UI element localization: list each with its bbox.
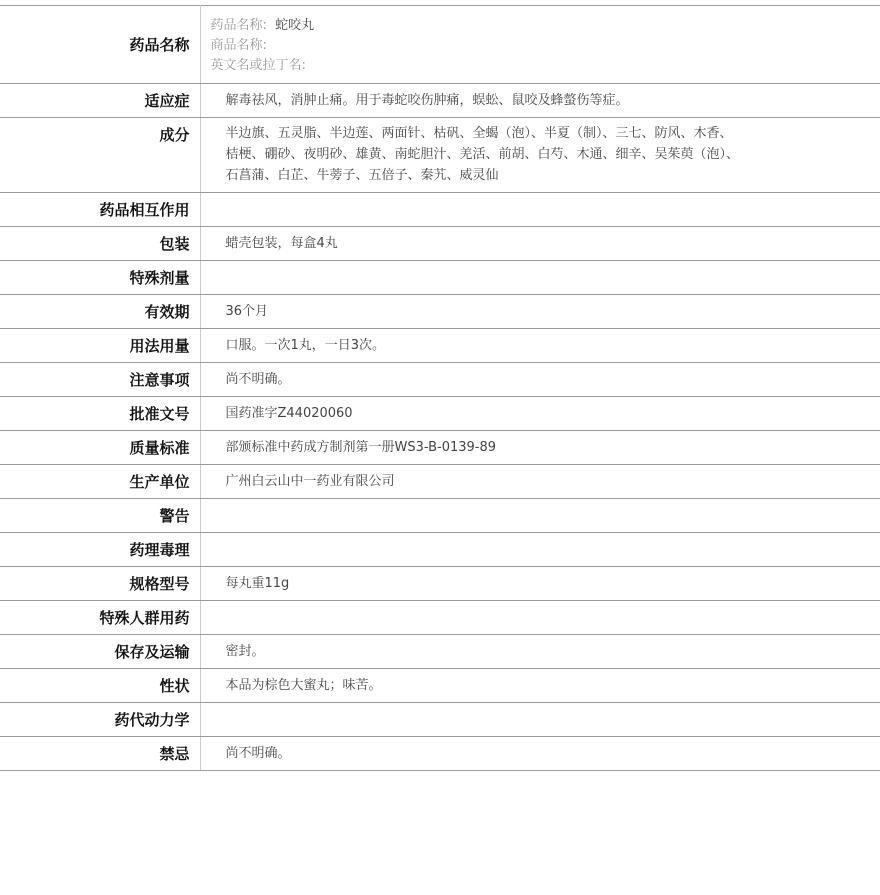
row-value: 口服。一次1丸，一日3次。 — [200, 329, 880, 363]
row-label: 特殊人群用药 — [0, 601, 200, 635]
trade-name-line — [211, 36, 880, 56]
pharmacology-row — [0, 533, 880, 567]
row-value: 部颁标准中药成方制剂第一册WS3-B-0139-89 — [200, 431, 880, 465]
latin-name-line — [211, 56, 880, 76]
ingredients-line: 桔梗、硼砂、夜明砂、雄黄、南蛇胆汁、羌活、前胡、白芍、木通、细辛、吴茱萸（泡）、 — [226, 144, 880, 165]
special-dosage-row — [0, 261, 880, 295]
row-value — [200, 193, 880, 227]
row-label: 药品相互作用 — [0, 193, 200, 227]
row-label: 用法用量 — [0, 329, 200, 363]
row-value — [200, 703, 880, 737]
description-row — [0, 669, 880, 703]
approval-number-row — [0, 397, 880, 431]
row-value: 本品为棕色大蜜丸；味苦。 — [200, 669, 880, 703]
packaging-row — [0, 227, 880, 261]
storage-row — [0, 635, 880, 669]
row-value — [200, 261, 880, 295]
row-value: 蜡壳包装，每盒4丸 — [200, 227, 880, 261]
drug-name-value: 蛇咬丸 — [275, 18, 314, 33]
specification-row — [0, 567, 880, 601]
row-value: 解毒祛风，消肿止痛。用于毒蛇咬伤肿痛，蜈蚣、鼠咬及蜂螫伤等症。 — [200, 84, 880, 118]
manufacturer-row — [0, 465, 880, 499]
row-label: 生产单位 — [0, 465, 200, 499]
warning-row — [0, 499, 880, 533]
special-population-row — [0, 601, 880, 635]
row-label: 注意事项 — [0, 363, 200, 397]
ingredients-value — [200, 118, 880, 193]
row-value: 尚不明确。 — [200, 737, 880, 771]
row-label: 成分 — [0, 118, 200, 193]
contraindications-row — [0, 737, 880, 771]
ingredients-line: 石菖蒲、白芷、牛蒡子、五倍子、秦艽、威灵仙 — [226, 165, 880, 186]
row-label: 特殊剂量 — [0, 261, 200, 295]
row-label: 有效期 — [0, 295, 200, 329]
row-value: 密封。 — [200, 635, 880, 669]
row-label: 药品名称 — [0, 6, 200, 84]
row-label: 批准文号 — [0, 397, 200, 431]
row-value — [200, 499, 880, 533]
drug-spec-table — [0, 5, 880, 771]
drug-name-line — [211, 16, 880, 36]
ingredients-row — [0, 118, 880, 193]
row-label: 禁忌 — [0, 737, 200, 771]
row-value: 36个月 — [200, 295, 880, 329]
row-label: 性状 — [0, 669, 200, 703]
row-label: 保存及运输 — [0, 635, 200, 669]
row-label: 质量标准 — [0, 431, 200, 465]
quality-standard-row — [0, 431, 880, 465]
row-label: 警告 — [0, 499, 200, 533]
pharmacokinetics-row — [0, 703, 880, 737]
interactions-row — [0, 193, 880, 227]
ingredients-line: 半边旗、五灵脂、半边莲、两面针、枯矾、全蝎（泡）、半夏（制）、三七、防风、木香、 — [226, 123, 880, 144]
row-value: 尚不明确。 — [200, 363, 880, 397]
row-label: 包装 — [0, 227, 200, 261]
row-value: 每丸重11g — [200, 567, 880, 601]
trade-name-label: 商品名称: — [211, 38, 267, 53]
dosage-row — [0, 329, 880, 363]
row-value — [200, 601, 880, 635]
precautions-row — [0, 363, 880, 397]
row-value: 国药准字Z44020060 — [200, 397, 880, 431]
row-value — [200, 533, 880, 567]
drug-name-label: 药品名称: — [211, 18, 267, 33]
shelf-life-row — [0, 295, 880, 329]
row-label: 药代动力学 — [0, 703, 200, 737]
row-label: 适应症 — [0, 84, 200, 118]
indications-row — [0, 84, 880, 118]
drug-name-block — [200, 6, 880, 84]
row-value: 广州白云山中一药业有限公司 — [200, 465, 880, 499]
drug-name-row — [0, 6, 880, 84]
row-label: 规格型号 — [0, 567, 200, 601]
latin-name-label: 英文名或拉丁名: — [211, 58, 306, 73]
row-label: 药理毒理 — [0, 533, 200, 567]
